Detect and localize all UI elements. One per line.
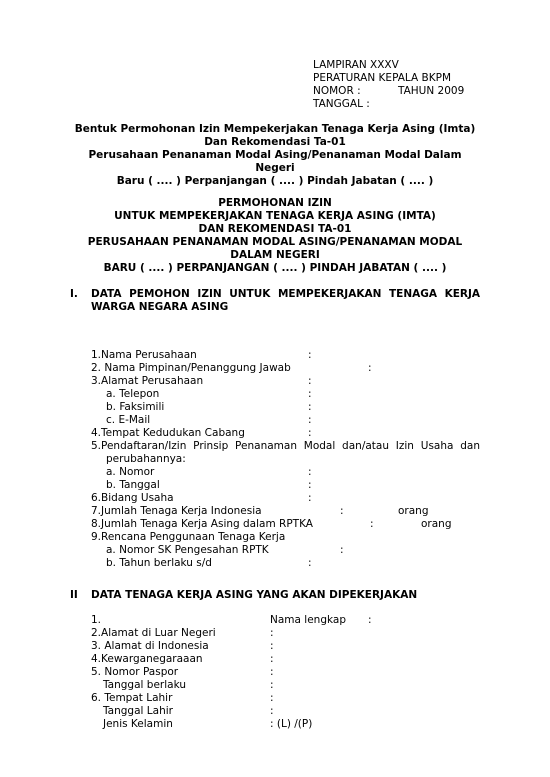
field-colon: : [308,414,312,426]
field-branch-location: 4.Tempat Kedudukan Cabang [91,427,245,439]
field-colon: : [270,640,274,652]
lampiran-tanggal: TANGGAL : [313,98,370,110]
field-registration-line2: perubahannya: [106,453,186,465]
field-valid-until: b. Tahun berlaku s/d [106,557,212,569]
field-business-sector: 6.Bidang Usaha [91,492,174,504]
field-colon: : [308,492,312,504]
form-title-line5: Baru ( .... ) Perpanjangan ( .... ) Pindah Jabatan ( .... ) [116,175,434,187]
field-nationality: 4.Kewarganegaraaan [91,653,203,665]
field-colon: : [308,349,312,361]
field-gender-options: : (L) /(P) [270,718,313,730]
field-colon: : [340,505,344,517]
field-colon: : [308,479,312,491]
field-registration-date: b. Tanggal [106,479,160,491]
field-address-abroad: 2.Alamat di Luar Negeri [91,627,216,639]
field-colon: : [270,692,274,704]
section1-title-line1: DATA PEMOHON IZIN UNTUK MEMPEKERJAKAN TENAGA KERJA [91,288,480,300]
field-colon: : [270,653,274,665]
form-title-line2: Dan Rekomendasi Ta-01 [204,136,346,148]
field-colon: : [308,557,312,569]
field-colon: : [308,427,312,439]
field-colon: : [308,466,312,478]
field-colon: : [368,614,372,626]
field-rptk-sk-number: a. Nomor SK Pengesahan RPTK [106,544,269,556]
field-colon: : [340,544,344,556]
field-colon: : [308,388,312,400]
lampiran-title: LAMPIRAN XXXV [313,59,399,71]
section2-title: DATA TENAGA KERJA ASING YANG AKAN DIPEKERJAKAN [91,589,418,601]
section2-number: II [70,589,78,601]
request-title-line2: UNTUK MEMPEKERJAKAN TENAGA KERJA ASING (IMTA) [114,210,436,222]
field-colon: : [368,362,372,374]
field-colon: : [270,705,274,717]
field-address-indonesia: 3. Alamat di Indonesia [91,640,209,652]
field-registration-number: a. Nomor [106,466,155,478]
field-workforce-plan: 9.Rencana Penggunaan Tenaga Kerja [91,531,286,543]
section1-title-line2: WARGA NEGARA ASING [91,301,229,313]
form-title-line3: Perusahaan Penanaman Modal Asing/Penanaman Modal Dalam [88,149,462,161]
field-fax: b. Faksimili [106,401,165,413]
request-title-line4: PERUSAHAAN PENANAMAN MODAL ASING/PENANAMAN MODAL [87,236,463,248]
lampiran-tahun: TAHUN 2009 [398,85,465,97]
field-indonesian-workers: 7.Jumlah Tenaga Kerja Indonesia [91,505,262,517]
field-colon: : [308,401,312,413]
section1-number: I. [70,288,78,300]
field-unit-orang: orang [398,505,429,517]
field-colon: : [270,666,274,678]
field-colon: : [270,627,274,639]
field-registration-line1: 5.Pendaftaran/Izin Prinsip Penanaman Modal dan/atau Izin Usaha dan [91,440,480,452]
field-telephone: a. Telepon [106,388,160,400]
field-foreign-workers: 8.Jumlah Tenaga Kerja Asing dalam RPTKA [91,518,313,530]
request-title-line1: PERMOHONAN IZIN [218,197,332,209]
request-title-line6: BARU ( .... ) PERPANJANGAN ( .... ) PINDAH JABATAN ( .... ) [103,262,447,274]
form-title-line1: Bentuk Permohonan Izin Mempekerjakan Tenaga Kerja Asing (Imta) [74,123,476,135]
field-unit-orang: orang [421,518,452,530]
field-passport-valid: Tanggal berlaku [103,679,186,691]
field-passport-number: 5. Nomor Paspor [91,666,179,678]
field-email: c. E-Mail [106,414,151,426]
request-title-line5: DALAM NEGERI [230,249,320,261]
field-birth-date: Tanggal Lahir [103,705,173,717]
field-leader-name: 2. Nama Pimpinan/Penanggung Jawab [91,362,291,374]
form-title-line4: Negeri [255,162,295,174]
field-birth-place: 6. Tempat Lahir [91,692,173,704]
field-foreign-num1: 1. [91,614,102,626]
field-colon: : [370,518,374,530]
request-title-line3: DAN REKOMENDASI TA-01 [198,223,352,235]
field-full-name: Nama lengkap [270,614,346,626]
field-company-address: 3.Alamat Perusahaan [91,375,204,387]
field-company-name: 1.Nama Perusahaan [91,349,197,361]
field-colon: : [270,679,274,691]
field-gender: Jenis Kelamin [103,718,173,730]
lampiran-nomor: NOMOR : [313,85,361,97]
lampiran-regulation: PERATURAN KEPALA BKPM [313,72,452,84]
field-colon: : [308,375,312,387]
